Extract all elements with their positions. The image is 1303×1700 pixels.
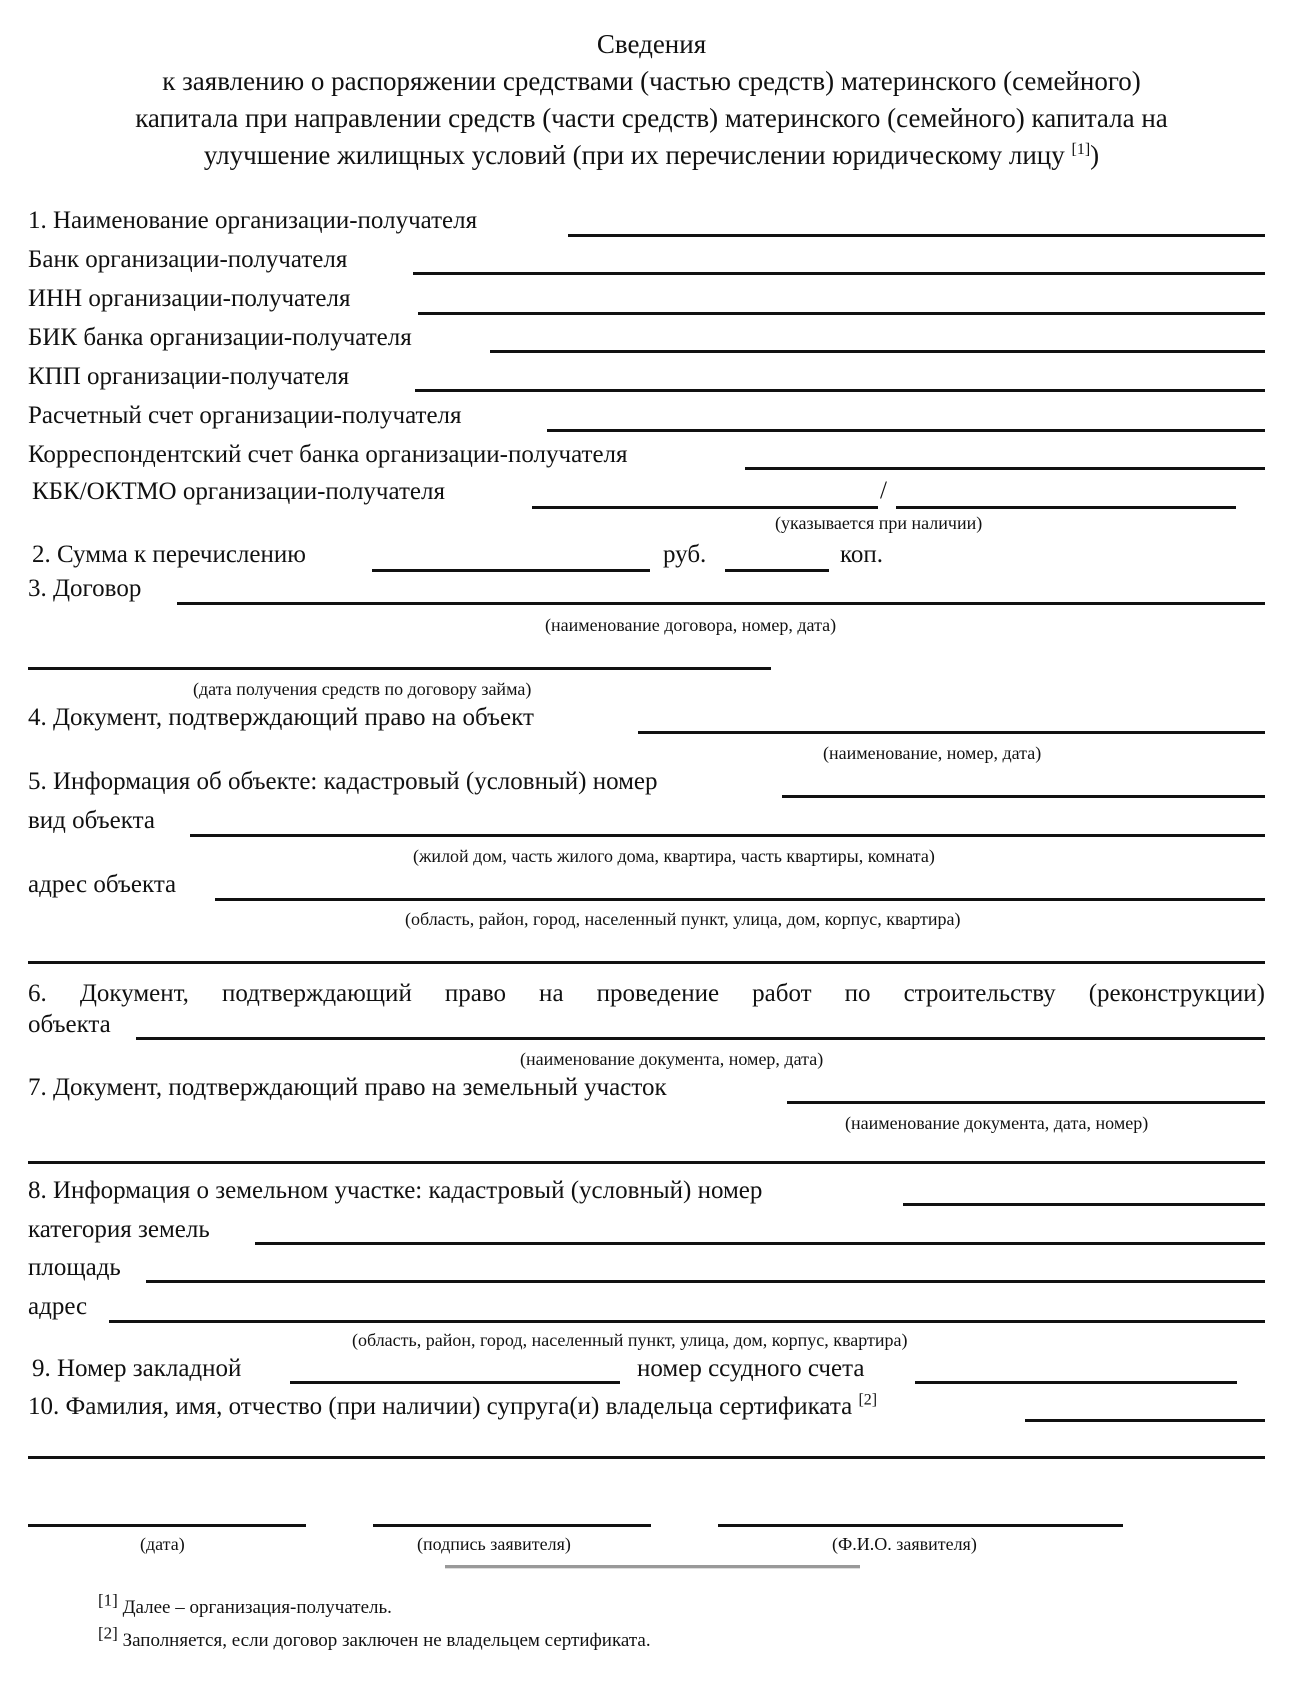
land-cadastral-field[interactable] <box>903 1203 1265 1206</box>
bik-input[interactable] <box>490 322 1265 350</box>
land-cadastral-label: 8. Информация о земельном участке: кадастровый (условный) номер <box>28 1177 763 1204</box>
land-category-field[interactable] <box>255 1242 1265 1245</box>
applicant-name-field[interactable] <box>718 1524 1123 1527</box>
corr-account-input[interactable] <box>745 439 1265 467</box>
land-right-doc-field[interactable] <box>787 1101 1265 1104</box>
document-subtitle-line-3 <box>0 137 1303 174</box>
construction-doc-hint: (наименование документа, номер, дата) <box>520 1049 824 1069</box>
signature-hint: (подпись заявителя) <box>417 1534 571 1554</box>
footnote-1 <box>98 1590 392 1620</box>
kpp-input[interactable] <box>415 361 1265 389</box>
loan-date-input[interactable] <box>28 639 771 667</box>
corr-account-label: Корреспондентский счет банка организации-получателя <box>28 441 628 468</box>
land-address-label: адрес <box>28 1293 88 1320</box>
bank-field[interactable] <box>413 272 1265 275</box>
applicant-signature-field[interactable] <box>373 1524 651 1527</box>
bik-field[interactable] <box>490 350 1265 353</box>
oktmo-field[interactable] <box>896 506 1236 509</box>
object-right-doc-label: 4. Документ, подтверждающий право на объект <box>28 704 534 731</box>
land-area-field[interactable] <box>146 1280 1265 1283</box>
land-address-hint: (область, район, город, населенный пункт, улица, дом, корпус, квартира) <box>352 1330 908 1350</box>
kop-input[interactable] <box>725 541 829 569</box>
construction-doc-label-cont: объекта <box>28 1011 111 1038</box>
construction-doc-input[interactable] <box>136 1009 1265 1037</box>
inn-label: ИНН организации-получателя <box>28 285 351 312</box>
land-right-doc-cont-input[interactable] <box>28 1133 1265 1161</box>
document-title: Сведения <box>596 29 707 59</box>
footnote-ref-1[interactable]: [1] <box>1071 141 1091 158</box>
object-address-input[interactable] <box>215 870 1265 898</box>
contract-hint: (наименование договора, номер, дата) <box>545 615 837 635</box>
bank-input[interactable] <box>413 244 1265 272</box>
kbk-field[interactable] <box>532 506 878 509</box>
kop-label: коп. <box>840 541 884 568</box>
kbk-oktmo-separator: / <box>880 477 887 504</box>
kbk-input[interactable] <box>532 478 878 506</box>
contract-field[interactable] <box>177 602 1265 605</box>
loan-account-input[interactable] <box>915 1353 1237 1381</box>
object-cadastral-label: 5. Информация об объекте: кадастровый (условный) номер <box>28 768 658 795</box>
object-address-cont-field[interactable] <box>28 961 1265 964</box>
applicant-name-hint: (Ф.И.О. заявителя) <box>832 1534 977 1554</box>
spouse-name-cont-field[interactable] <box>28 1456 1265 1459</box>
document-subtitle-line-1: к заявлению о распоряжении средствами (частью средств) материнского (семейного) <box>162 66 1141 96</box>
loan-account-field[interactable] <box>915 1381 1237 1384</box>
object-right-doc-hint: (наименование, номер, дата) <box>823 743 1042 763</box>
loan-date-field[interactable] <box>28 667 771 670</box>
org-name-input[interactable] <box>568 206 1265 234</box>
land-right-doc-hint: (наименование документа, дата, номер) <box>845 1113 1149 1133</box>
date-signature-field[interactable] <box>28 1524 306 1527</box>
object-address-label: адрес объекта <box>28 871 177 898</box>
object-address-cont-input[interactable] <box>28 933 1265 961</box>
contract-input[interactable] <box>177 574 1265 602</box>
footnote-1-ref: [1] <box>98 1590 118 1610</box>
date-hint: (дата) <box>140 1534 185 1554</box>
account-input[interactable] <box>547 401 1265 429</box>
account-label: Расчетный счет организации-получателя <box>28 402 462 429</box>
account-field[interactable] <box>547 429 1265 432</box>
kbk-oktmo-label: КБК/ОКТМО организации-получателя <box>32 478 445 505</box>
inn-input[interactable] <box>418 284 1265 312</box>
land-area-input[interactable] <box>146 1252 1265 1280</box>
land-cadastral-input[interactable] <box>903 1175 1265 1203</box>
land-right-doc-input[interactable] <box>787 1073 1265 1101</box>
kbk-hint: (указывается при наличии) <box>775 513 983 533</box>
footnote-1-text: Далее – организация-получатель. <box>122 1597 392 1618</box>
land-category-input[interactable] <box>255 1214 1265 1242</box>
land-address-field[interactable] <box>109 1320 1265 1323</box>
mortgage-field[interactable] <box>290 1381 620 1384</box>
object-right-doc-input[interactable] <box>638 703 1265 731</box>
footnote-2-text: Заполняется, если договор заключен не владельцем сертификата. <box>122 1630 651 1651</box>
object-address-hint: (область, район, город, населенный пункт, улица, дом, корпус, квартира) <box>405 909 961 929</box>
date-signature-input[interactable] <box>28 1496 306 1524</box>
object-address-field[interactable] <box>215 898 1265 901</box>
spouse-name-input[interactable] <box>1025 1391 1265 1419</box>
kop-field[interactable] <box>725 569 829 572</box>
kpp-field[interactable] <box>415 389 1265 392</box>
object-right-doc-field[interactable] <box>638 731 1265 734</box>
mortgage-input[interactable] <box>290 1353 620 1381</box>
footnote-separator <box>445 1565 860 1569</box>
object-type-field[interactable] <box>190 834 1265 837</box>
subtitle-text: улучшение жилищных условий (при их перечислении юридическому лицу <box>203 140 1065 170</box>
spouse-name-cont-input[interactable] <box>28 1428 1265 1456</box>
inn-field[interactable] <box>418 312 1265 315</box>
org-name-label: 1. Наименование организации-получателя <box>28 207 478 234</box>
object-type-hint: (жилой дом, часть жилого дома, квартира, часть квартиры, комната) <box>413 846 935 866</box>
corr-account-field[interactable] <box>745 467 1265 470</box>
spouse-name-label <box>28 1392 877 1422</box>
land-category-label: категория земель <box>28 1216 210 1243</box>
land-address-input[interactable] <box>109 1292 1265 1320</box>
bank-label: Банк организации-получателя <box>28 246 348 273</box>
object-type-input[interactable] <box>190 806 1265 834</box>
land-right-doc-cont-field[interactable] <box>28 1161 1265 1164</box>
rub-input[interactable] <box>372 541 650 569</box>
footnote-2 <box>98 1623 651 1653</box>
applicant-name-input[interactable] <box>718 1496 1123 1524</box>
land-area-label: площадь <box>28 1254 121 1281</box>
sum-label: 2. Сумма к перечислению <box>32 541 306 568</box>
mortgage-label: 9. Номер закладной <box>32 1355 242 1382</box>
rub-field[interactable] <box>372 569 650 572</box>
loan-account-label: номер ссудного счета <box>637 1355 865 1382</box>
footnote-2-ref: [2] <box>98 1623 118 1643</box>
spouse-name-field[interactable] <box>1025 1419 1265 1422</box>
construction-doc-label: 6. Документ, подтверждающий право на проведение работ по строительству (реконструкции) <box>28 980 1265 1007</box>
document-subtitle-line-2: капитала при направлении средств (части средств) материнского (семейного) капитала на <box>135 103 1168 133</box>
oktmo-input[interactable] <box>896 478 1236 506</box>
org-name-field[interactable] <box>568 234 1265 237</box>
contract-label: 3. Договор <box>28 575 142 602</box>
object-cadastral-input[interactable] <box>782 767 1265 795</box>
rub-label: руб. <box>663 541 707 568</box>
applicant-signature-input[interactable] <box>373 1496 651 1524</box>
bik-label: БИК банка организации-получателя <box>28 324 412 351</box>
subtitle-tail: ) <box>1090 140 1100 170</box>
construction-doc-field[interactable] <box>136 1037 1265 1040</box>
loan-date-hint: (дата получения средств по договору займа) <box>193 679 532 699</box>
land-right-doc-label: 7. Документ, подтверждающий право на земельный участок <box>28 1074 667 1101</box>
footnote-ref-2[interactable]: [2] <box>858 1391 878 1409</box>
kpp-label: КПП организации-получателя <box>28 363 350 390</box>
object-type-label: вид объекта <box>28 807 155 834</box>
object-cadastral-field[interactable] <box>782 795 1265 798</box>
spouse-name-label-text: 10. Фамилия, имя, отчество (при наличии) супруга(и) владельца сертификата <box>28 1393 853 1420</box>
